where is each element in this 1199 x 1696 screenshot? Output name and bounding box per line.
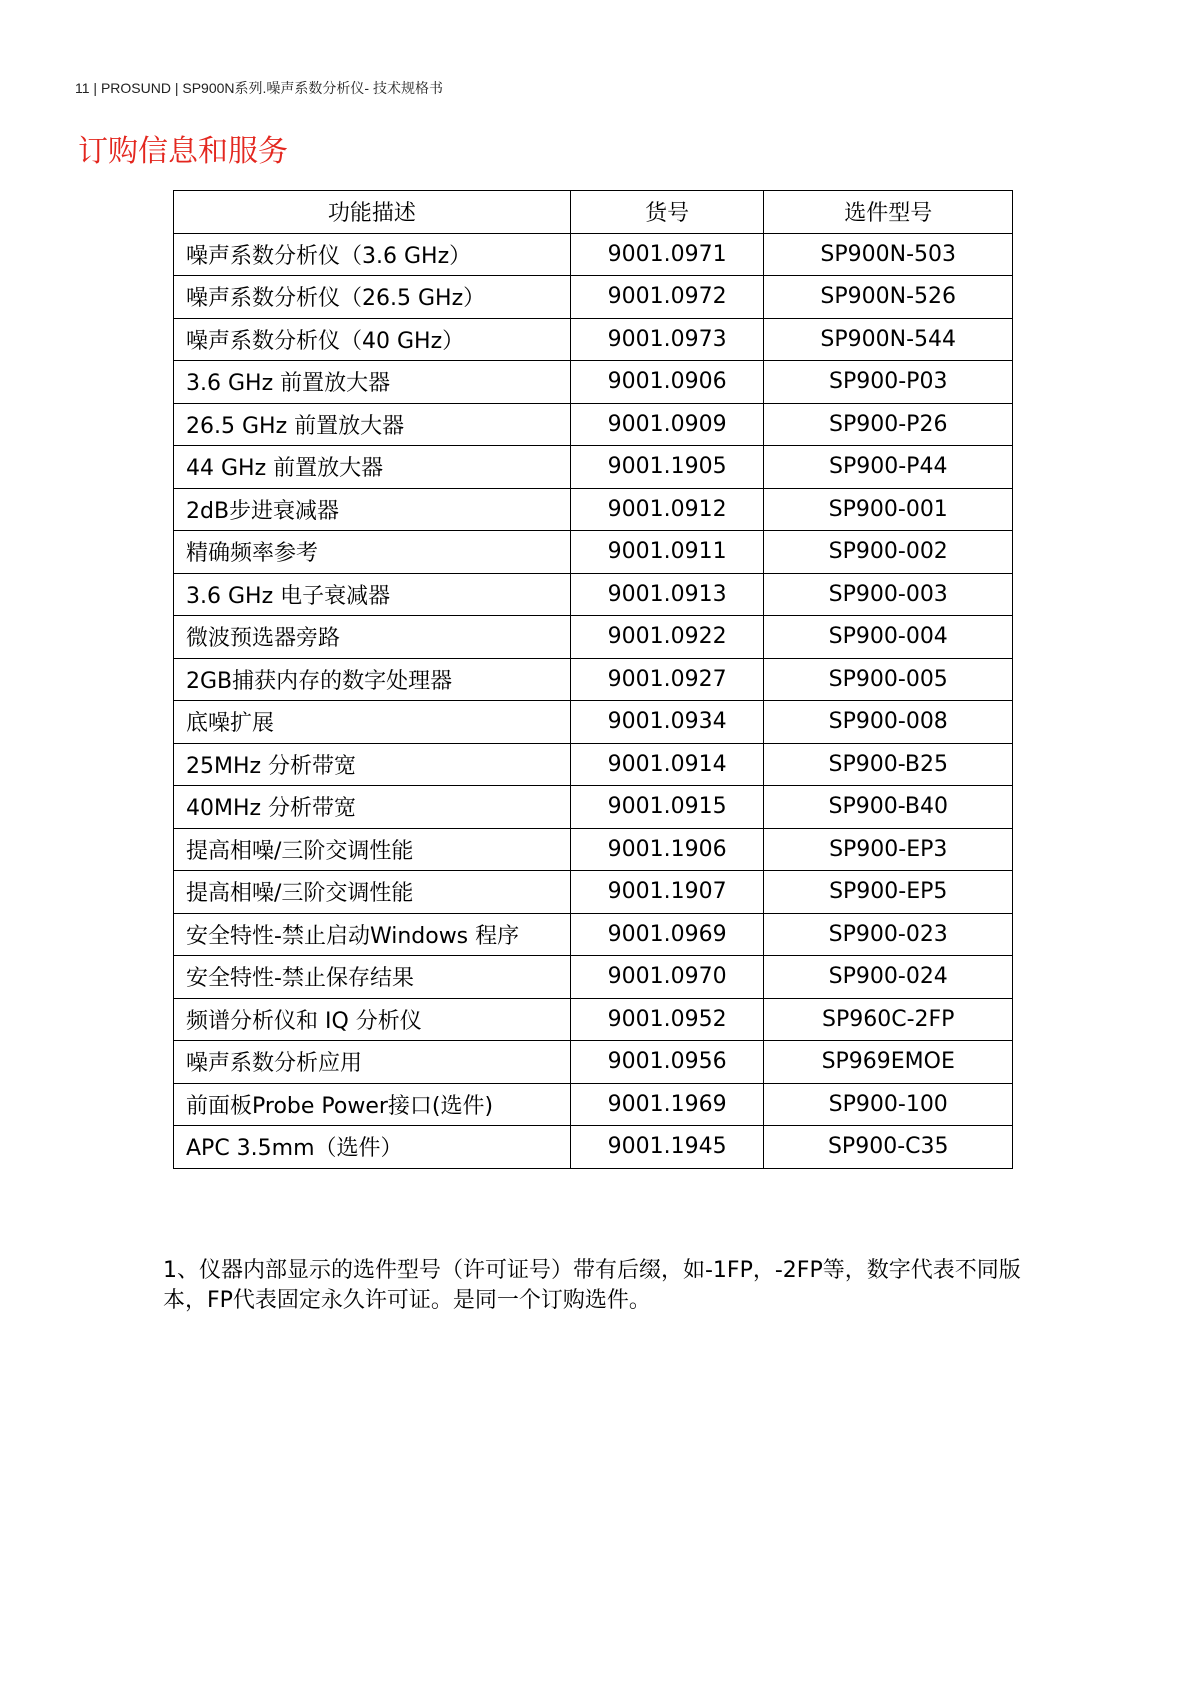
table-row (174, 658, 1013, 701)
table-header-row (174, 191, 1013, 234)
column-header-part-number: 货号 (570, 191, 764, 234)
table-row (174, 701, 1013, 744)
cell-part-number: 9001.1907 (570, 871, 764, 914)
cell-description: 44 GHz 前置放大器 (174, 446, 571, 489)
cell-option-model: SP900-001 (764, 488, 1013, 531)
cell-description: 2GB捕获内存的数字处理器 (174, 658, 571, 701)
ordering-table (173, 190, 1013, 1169)
cell-option-model: SP900-P26 (764, 403, 1013, 446)
table-row (174, 743, 1013, 786)
cell-part-number: 9001.0972 (570, 276, 764, 319)
column-header-option-model: 选件型号 (764, 191, 1013, 234)
table-row (174, 531, 1013, 574)
cell-option-model: SP900N-526 (764, 276, 1013, 319)
cell-part-number: 9001.0970 (570, 956, 764, 999)
cell-option-model: SP900-023 (764, 913, 1013, 956)
table-row (174, 871, 1013, 914)
table-row (174, 403, 1013, 446)
cell-option-model: SP900N-503 (764, 233, 1013, 276)
table-row (174, 573, 1013, 616)
section-title: 订购信息和服务 (78, 134, 288, 169)
cell-description: 安全特性-禁止保存结果 (174, 956, 571, 999)
table-row (174, 956, 1013, 999)
cell-option-model: SP960C-2FP (764, 998, 1013, 1041)
cell-description: 3.6 GHz 前置放大器 (174, 361, 571, 404)
cell-description: 提高相噪/三阶交调性能 (174, 871, 571, 914)
cell-part-number: 9001.0952 (570, 998, 764, 1041)
cell-description: 安全特性-禁止启动Windows 程序 (174, 913, 571, 956)
cell-part-number: 9001.1906 (570, 828, 764, 871)
cell-part-number: 9001.0911 (570, 531, 764, 574)
cell-part-number: 9001.0934 (570, 701, 764, 744)
table-row (174, 233, 1013, 276)
cell-option-model: SP900-024 (764, 956, 1013, 999)
cell-description: 噪声系数分析应用 (174, 1041, 571, 1084)
cell-option-model: SP900-B25 (764, 743, 1013, 786)
table-row (174, 616, 1013, 659)
cell-part-number: 9001.1969 (570, 1083, 764, 1126)
cell-part-number: 9001.0927 (570, 658, 764, 701)
table-row (174, 446, 1013, 489)
cell-option-model: SP900-100 (764, 1083, 1013, 1126)
table-row (174, 913, 1013, 956)
cell-option-model: SP900-B40 (764, 786, 1013, 829)
cell-option-model: SP900-005 (764, 658, 1013, 701)
table-row (174, 488, 1013, 531)
cell-description: 40MHz 分析带宽 (174, 786, 571, 829)
cell-option-model: SP900-EP3 (764, 828, 1013, 871)
table-row (174, 276, 1013, 319)
cell-description: 3.6 GHz 电子衰减器 (174, 573, 571, 616)
column-header-description: 功能描述 (174, 191, 571, 234)
cell-option-model: SP900-003 (764, 573, 1013, 616)
cell-part-number: 9001.0909 (570, 403, 764, 446)
cell-part-number: 9001.0913 (570, 573, 764, 616)
cell-option-model: SP900-P03 (764, 361, 1013, 404)
cell-description: 26.5 GHz 前置放大器 (174, 403, 571, 446)
table-row (174, 361, 1013, 404)
table-row (174, 786, 1013, 829)
cell-description: 噪声系数分析仪（40 GHz） (174, 318, 571, 361)
cell-part-number: 9001.0912 (570, 488, 764, 531)
cell-description: 前面板Probe Power接口(选件) (174, 1083, 571, 1126)
cell-part-number: 9001.0971 (570, 233, 764, 276)
table-row (174, 1083, 1013, 1126)
cell-description: 噪声系数分析仪（26.5 GHz） (174, 276, 571, 319)
cell-part-number: 9001.0956 (570, 1041, 764, 1084)
table-row (174, 1126, 1013, 1169)
cell-description: 精确频率参考 (174, 531, 571, 574)
page-header: 11 | PROSUND | SP900N系列.噪声系数分析仪- 技术规格书 (75, 80, 443, 96)
cell-description: 频谱分析仪和 IQ 分析仪 (174, 998, 571, 1041)
cell-part-number: 9001.0914 (570, 743, 764, 786)
cell-part-number: 9001.0915 (570, 786, 764, 829)
cell-part-number: 9001.0969 (570, 913, 764, 956)
table-body (174, 233, 1013, 1168)
cell-part-number: 9001.1905 (570, 446, 764, 489)
cell-option-model: SP900-EP5 (764, 871, 1013, 914)
table-row (174, 828, 1013, 871)
cell-description: 噪声系数分析仪（3.6 GHz） (174, 233, 571, 276)
cell-part-number: 9001.1945 (570, 1126, 764, 1169)
cell-description: APC 3.5mm（选件） (174, 1126, 571, 1169)
footnote: 1、仪器内部显示的选件型号（许可证号）带有后缀，如-1FP，-2FP等，数字代表不同版本，FP代表固定永久许可证。是同一个订购选件。 (163, 1258, 1021, 1313)
cell-option-model: SP969EMOE (764, 1041, 1013, 1084)
cell-option-model: SP900N-544 (764, 318, 1013, 361)
cell-option-model: SP900-002 (764, 531, 1013, 574)
cell-part-number: 9001.0906 (570, 361, 764, 404)
cell-part-number: 9001.0922 (570, 616, 764, 659)
cell-description: 2dB步进衰减器 (174, 488, 571, 531)
table-row (174, 318, 1013, 361)
cell-option-model: SP900-008 (764, 701, 1013, 744)
table-row (174, 1041, 1013, 1084)
cell-description: 微波预选器旁路 (174, 616, 571, 659)
cell-option-model: SP900-P44 (764, 446, 1013, 489)
cell-description: 底噪扩展 (174, 701, 571, 744)
cell-option-model: SP900-004 (764, 616, 1013, 659)
cell-option-model: SP900-C35 (764, 1126, 1013, 1169)
cell-part-number: 9001.0973 (570, 318, 764, 361)
cell-description: 提高相噪/三阶交调性能 (174, 828, 571, 871)
table-row (174, 998, 1013, 1041)
cell-description: 25MHz 分析带宽 (174, 743, 571, 786)
